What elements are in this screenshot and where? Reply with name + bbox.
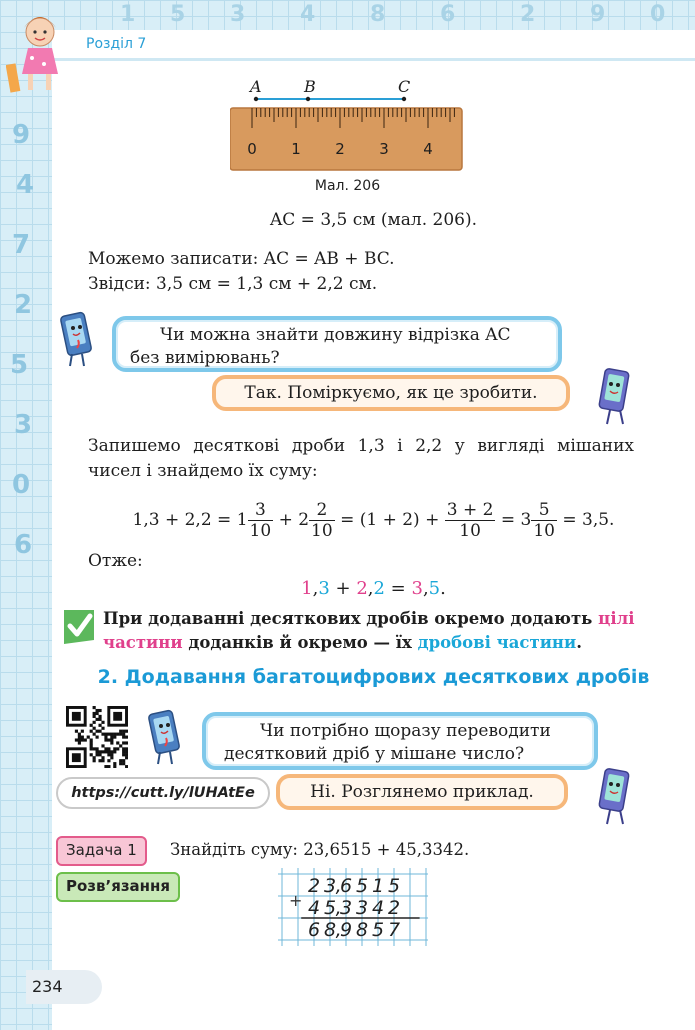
qr-module: [90, 741, 93, 744]
qr-module: [90, 724, 93, 727]
ruler-label-2: 2: [335, 140, 345, 158]
qr-module: [113, 736, 116, 739]
qr-module: [122, 733, 125, 736]
qr-module: [98, 724, 101, 727]
digit: 3: [340, 897, 353, 919]
qr-module: [98, 709, 101, 712]
qr-module: [101, 756, 104, 759]
robot-phone-icon: [594, 366, 636, 426]
qr-module: [110, 733, 113, 736]
qr-finder: [72, 753, 81, 762]
qr-module: [119, 762, 122, 765]
qr-finder: [113, 712, 122, 721]
qr-module: [110, 738, 113, 741]
robot-phone-icon: [146, 708, 186, 766]
qr-module: [81, 730, 84, 733]
qr-module: [78, 736, 81, 739]
qr-module: [78, 741, 81, 744]
qr-module: [101, 750, 104, 753]
digit: 8: [324, 919, 337, 941]
qr-module: [96, 736, 99, 739]
question2-line2: десятковий дріб у мішане число?: [224, 744, 525, 764]
qr-module: [98, 718, 101, 721]
qr-module: [122, 730, 125, 733]
qr-module: [125, 747, 128, 750]
qr-module: [104, 736, 107, 739]
digit: 2: [388, 897, 401, 919]
robot-phone-icon: [594, 766, 636, 826]
qr-module: [96, 753, 99, 756]
qr-module: [125, 765, 128, 768]
qr-module: [122, 747, 125, 750]
qr-module: [98, 750, 101, 753]
sum-frac-a: 3: [318, 578, 330, 599]
point-a: [254, 97, 258, 101]
digit: 5: [324, 897, 337, 919]
qr-module: [104, 750, 107, 753]
column-addition: [278, 868, 428, 948]
digit: 9: [340, 919, 353, 941]
qr-module: [113, 750, 116, 753]
digit: 5: [372, 919, 385, 941]
left-decor-band: 9 4 7 2 5 3 0 6: [0, 0, 52, 1030]
digit: 6: [340, 875, 353, 897]
header-bar: [52, 30, 695, 61]
qr-module: [119, 759, 122, 762]
qr-module: [96, 747, 99, 750]
mixed-number-formula: [52, 495, 695, 545]
point-c-label: C: [398, 78, 411, 96]
qr-module: [122, 750, 125, 753]
sum-comma: ,: [367, 578, 374, 599]
qr-module: [96, 730, 99, 733]
fraction-numerator: 3 + 2: [446, 500, 494, 520]
qr-module: [104, 747, 107, 750]
qr-module: [98, 753, 101, 756]
qr-module: [90, 744, 93, 747]
qr-module: [113, 765, 116, 768]
fraction-3-10: [248, 500, 274, 541]
sum-frac-b: 2: [373, 578, 385, 599]
qr-module: [101, 744, 104, 747]
qr-module: [122, 736, 125, 739]
qr-module: [110, 756, 113, 759]
ruler-label-0: 0: [247, 140, 257, 158]
rule-part1: При додаванні десяткових дробів окремо додають: [103, 609, 599, 628]
qr-module: [125, 750, 128, 753]
solution-label: Розв’язання: [56, 872, 180, 902]
fraction-numerator: 5: [531, 500, 557, 521]
digit: 1: [372, 875, 385, 897]
digit-comma: ,: [335, 875, 342, 897]
qr-module: [98, 715, 101, 718]
qr-module: [93, 727, 96, 730]
digit: 6: [308, 919, 321, 941]
qr-module: [122, 759, 125, 762]
formula-eq3: = 3: [500, 510, 532, 530]
section-heading: 2. Додавання багатоцифрових десяткових дробів: [97, 666, 650, 688]
answer-bubble-2: Ні. Розглянемо приклад.: [276, 774, 568, 810]
question1-line1: Чи можна знайти довжину відрізка AC: [160, 325, 511, 345]
qr-module: [101, 759, 104, 762]
point-c: [402, 97, 406, 101]
qr-module: [125, 753, 128, 756]
digit: 4: [372, 897, 385, 919]
ruler-figure: [230, 78, 470, 172]
sum-int-c: 3: [411, 578, 423, 599]
question1-line2: без вимірювань?: [130, 348, 280, 368]
qr-module: [93, 733, 96, 736]
task-label: Задача 1: [56, 836, 147, 866]
qr-module: [81, 736, 84, 739]
girl-mascot-icon: [6, 4, 66, 94]
qr-module: [96, 750, 99, 753]
qr-module: [93, 756, 96, 759]
sum-int-a: 1: [301, 578, 313, 599]
qr-module: [107, 733, 110, 736]
qr-module: [93, 747, 96, 750]
digit-comma: ,: [335, 919, 342, 941]
digit-comma: ,: [335, 897, 342, 919]
qr-module: [93, 706, 96, 709]
sum-dot: .: [440, 578, 446, 599]
fraction-sum-10: [445, 500, 496, 541]
qr-module: [110, 750, 113, 753]
qr-module: [75, 738, 78, 741]
qr-module: [104, 765, 107, 768]
formula-start: 1,3 + 2,2 = 1: [132, 510, 248, 530]
question2-line1: Чи потрібно щоразу переводити: [260, 721, 551, 741]
fraction-denominator: 10: [533, 521, 555, 541]
ruler-label-4: 4: [423, 140, 433, 158]
qr-module: [93, 715, 96, 718]
qr-module: [119, 744, 122, 747]
qr-module: [107, 765, 110, 768]
qr-module: [125, 736, 128, 739]
qr-module: [78, 738, 81, 741]
rule-fraction-parts: дробові частини: [417, 633, 577, 652]
qr-module: [110, 741, 113, 744]
qr-module: [116, 747, 119, 750]
sum-comma: ,: [422, 578, 429, 599]
qr-module: [119, 730, 122, 733]
qr-module: [96, 709, 99, 712]
rule-text: [103, 607, 643, 655]
qr-module: [78, 733, 81, 736]
question-bubble-1: [112, 316, 562, 372]
qr-module: [125, 730, 128, 733]
qr-module: [122, 762, 125, 765]
ruler-body: [230, 108, 462, 170]
digit: 4: [308, 897, 321, 919]
sum-frac-c: 5: [428, 578, 441, 599]
fraction-5-10: [531, 500, 557, 541]
qr-module: [119, 733, 122, 736]
ac-equation: AC = 3,5 см (мал. 206).: [269, 210, 477, 230]
digit: 3: [324, 875, 337, 897]
rule-whole-parts: цілі частини: [103, 609, 635, 652]
point-a-label: A: [250, 78, 262, 96]
checkmark-icon: [60, 606, 98, 646]
qr-module: [90, 747, 93, 750]
qr-module: [101, 733, 104, 736]
digit: 7: [388, 919, 401, 941]
write-line: Можемо записати: AC = AB + BC.: [88, 249, 395, 269]
sum-plus: +: [329, 578, 357, 599]
sum-int-b: 2: [356, 578, 368, 599]
qr-module: [98, 759, 101, 762]
qr-module: [113, 733, 116, 736]
fraction-denominator: 10: [459, 521, 481, 541]
qr-module: [90, 753, 93, 756]
formula-paren: = (1 + 2) +: [340, 510, 440, 530]
qr-module: [107, 759, 110, 762]
qr-module: [107, 753, 110, 756]
qr-url-link[interactable]: https://cutt.ly/lUHAtEe: [56, 777, 270, 809]
qr-module: [96, 718, 99, 721]
formula-end: = 3,5.: [562, 510, 615, 530]
fraction-denominator: 10: [249, 521, 272, 541]
qr-module: [107, 747, 110, 750]
rule-part2: доданків й окремо — їх: [182, 633, 418, 652]
qr-module: [93, 721, 96, 724]
task-text: Знайдіть суму: 23,6515 + 45,3342.: [170, 840, 470, 859]
qr-code-icon[interactable]: [66, 706, 128, 768]
qr-module: [75, 730, 78, 733]
qr-module: [90, 730, 93, 733]
rule-part3: .: [576, 633, 582, 652]
fraction-numerator: 3: [248, 500, 274, 521]
qr-module: [116, 741, 119, 744]
hence-line: Звідси: 3,5 см = 1,3 см + 2,2 см.: [88, 274, 378, 294]
ruler-label-1: 1: [291, 140, 301, 158]
qr-module: [122, 741, 125, 744]
qr-finder: [72, 712, 81, 721]
digit: 2: [308, 875, 321, 897]
qr-module: [81, 738, 84, 741]
qr-module: [113, 762, 116, 765]
digit: 8: [356, 919, 369, 941]
point-b: [306, 97, 310, 101]
qr-module: [101, 721, 104, 724]
robot-phone-icon: [58, 310, 98, 368]
digit: 3: [356, 897, 369, 919]
qr-module: [96, 712, 99, 715]
digit: 5: [388, 875, 401, 897]
plus-sign: +: [289, 891, 303, 910]
qr-module: [101, 727, 104, 730]
intro-line-1: Запишемо десяткові дроби 1,3 і 2,2 у вигляді мішаних: [88, 436, 634, 456]
qr-module: [110, 736, 113, 739]
qr-module: [125, 741, 128, 744]
intro-line-2: чисел і знайдемо їх суму:: [88, 461, 318, 481]
fraction-2-10: [309, 500, 335, 541]
qr-module: [90, 738, 93, 741]
qr-module: [93, 712, 96, 715]
qr-module: [93, 759, 96, 762]
qr-module: [125, 756, 128, 759]
fraction-numerator: 2: [309, 500, 335, 521]
qr-module: [98, 730, 101, 733]
formula-plus2: + 2: [278, 510, 310, 530]
figure-caption: Мал. 206: [314, 178, 381, 194]
point-b-label: B: [304, 78, 316, 96]
digit: 5: [356, 875, 369, 897]
page-number: 234: [26, 970, 102, 1004]
qr-module: [87, 736, 90, 739]
section-label: Розділ 7: [86, 36, 147, 52]
answer-bubble-1: Так. Поміркуємо, як це зробити.: [212, 375, 570, 411]
ruler-label-3: 3: [379, 140, 389, 158]
qr-module: [84, 738, 87, 741]
top-decor-band: 1 5 3 4 8 6 2 9 0: [0, 0, 695, 30]
qr-module: [110, 753, 113, 756]
qr-module: [104, 738, 107, 741]
colored-sum: [52, 578, 695, 599]
qr-module: [113, 747, 116, 750]
therefore-label: Отже:: [88, 551, 143, 571]
sum-equals: =: [384, 578, 412, 599]
qr-module: [122, 753, 125, 756]
qr-module: [104, 733, 107, 736]
qr-module: [116, 733, 119, 736]
qr-module: [107, 750, 110, 753]
qr-module: [107, 738, 110, 741]
fraction-denominator: 10: [311, 521, 333, 541]
question-bubble-2: [202, 712, 598, 770]
sum-comma: ,: [312, 578, 319, 599]
